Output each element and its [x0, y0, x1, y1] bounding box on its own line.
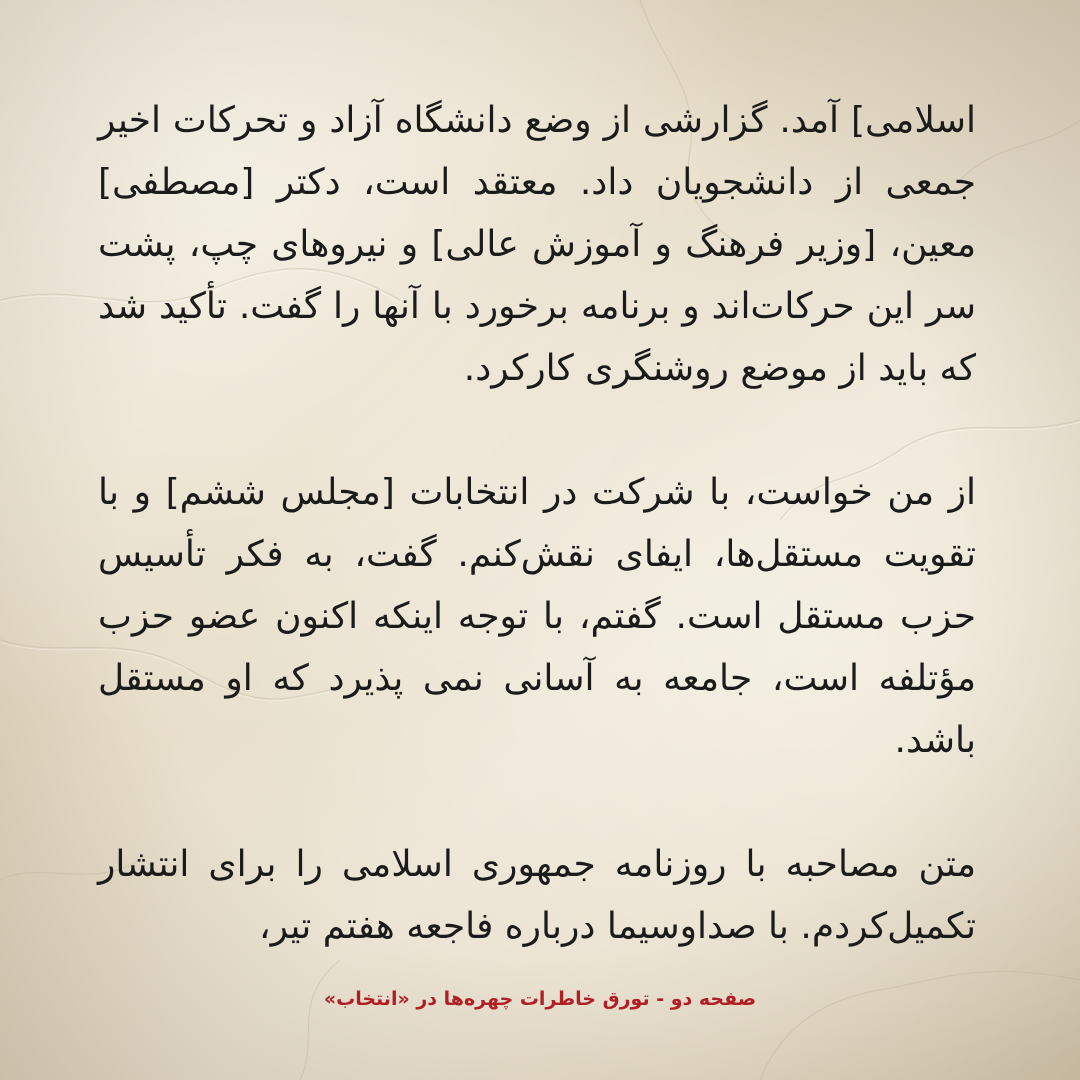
paragraph-2: از من خواست، با شرکت در انتخابات [مجلس ششم] و با تقویت مستقل‌ها، ایفای نقش‌کنم. گفت، به فکر تأسیس حزب مستقل است. گفتم، با توجه اینکه اکنون عضو حزب مؤتلفه است، جامعه به آسانی نمی پذیرد که او مستقل باشد.	[98, 472, 976, 761]
page-footer-caption: صفحه دو - تورق خاطرات چهره‌ها در «انتخاب»	[323, 988, 757, 1010]
paragraph-3: متن مصاحبه با روزنامه جمهوری اسلامی را برای انتشار تکمیل‌کردم. با صداوسیما درباره فاجعه هفتم تیر،	[98, 844, 976, 947]
paragraph-1: اسلامی] آمد. گزارشی از وضع دانشگاه آزاد و تحرکات اخیر جمعی از دانشجویان داد. معتقد است، دکتر [مصطفی] معین، [وزیر فرهنگ و آموزش عالی] و نیروهای چپ، پشت سر این حرکات‌اند و برنامه برخورد با آنها را گفت. تأکید شد که باید از موضع روشنگری کارکرد.	[98, 100, 976, 389]
